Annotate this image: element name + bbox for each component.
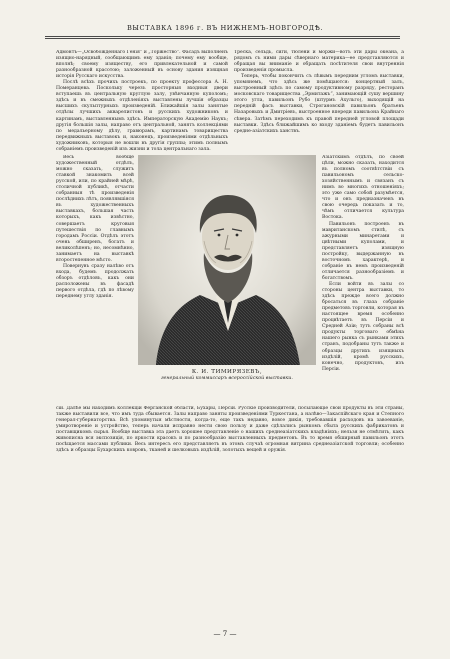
left-column-narrow [56, 155, 134, 405]
portrait-caption [138, 369, 316, 381]
paragraph: сіи. Далѣе мы находимъ коллекціи Ферганской области, Бухары, Персіи. Русскіе производители, посылающіе свои продукты въ эти страны, также выставили все, что имъ туда сбывается. Залы направо заняты произведеніями Туркестана, а налѣво—Закаспійскаго края и Степного генерал-губернаторства. Всѣ упомянутыя мѣстности, когда-то, еще такъ недавно, вовсе дикія, требовавшія расходовъ на завоеваніе, умиротвореніе и устройство, теперь начали исправно нести свою пользу и даже сдѣлались рынкомъ сбыта русскихъ фабрикатовъ и поставщикомъ сырья. Вообще выставка эта даетъ хорошее представленіе о нашихъ среднеазіатскихъ владѣніяхъ; нельзя не отмѣтить, какъ живописна вся экспозиція, по яркости красокъ и по разнообразію выставленныхъ предметовъ. Въ то время обширный павильонъ этотъ посѣщается массами публики. Весь интересъ его представляетъ въ этомъ случаѣ огромная витрина среднеазіатской торговли; особенно здѣсь и образцы Бухарскихъ ковровъ, тканей и шелковыхъ издѣлій, золотыхъ вещей и оружія. [56, 406, 404, 454]
paragraph: Если войти въ залы со стороны центра выставки, то здѣсь прежде всего должно бросаться въ глаза собраніе предметовъ торговли, которая въ настоящее время особенно процвѣтаетъ въ Персіи и Средней Азіи; тутъ собраны всѣ продукты торговаго обмѣна нашего рынка съ рынками этихъ странъ, подобраны тутъ также и образцы другихъ изящныхъ издѣлій, кромѣ русскихъ, конечно, продуктовъ, изъ Персіи. [322, 281, 404, 372]
paragraph: Весь вообще художественный отдѣлъ, можно сказать, служитъ ставкой знакомить всей русской, или, по крайней мѣрѣ, столичной публикѣ, отчасти собранныя тѣ произведенія послѣднихъ лѣтъ, появлявшіяся въ художественныхъ выставкахъ, большая часть которыхъ, какъ извѣстно, совершаетъ круговыя путешествія по главнымъ городамъ Россіи. Отдѣлъ этотъ очень обширенъ, богатъ и великолѣпенъ; но, несомнѣнно, занимаетъ на выставкѣ второстепенное мѣсто. [56, 155, 134, 263]
paragraph: Теперь, чтобы покончить съ лѣвымъ передним угломъ выставки, упомянемъ, что здѣсь же помѣщаются: концертный залъ, выстроенный здѣсь по самому продуктивному разряду, ресторанъ московскаго товарищества „Эрмитажъ“, занимающій сушу вершину этого угла, павильонъ Рубо (штурмъ Ахульго), выходящій на передній фасъ выставки, Строгановскій павильонъ братьевъ Назаровыхъ и Дмитріевъ, выстроенное впереди павильона Крайнаго сѣвера. Затѣмъ переходимъ къ правой передней угловой площади выставки. Здѣсь ближайшимъ ко входу зданіемъ будетъ павильонъ средне-азіатскихъ ханствъ. [234, 74, 404, 134]
caption-name: К. И. ТИМИРЯЗЕВЪ, [191, 369, 263, 375]
paragraph: Адмонтъ—„Освобожденнаго Генія“ и „Торжество“. Фасадъ выполненъ изящно-нарядный, сообщающимъ ему зданія; почему ему вообще, вполнѣ; своему изяществу, его привлекательной и самой разнообразной красотою; заложенный въ основу здания изящная исторія Русскаго искусства. [56, 50, 228, 80]
portrait-figure [138, 155, 316, 397]
header-rule-thin [45, 38, 400, 39]
paragraph: Треска, сельдь, сиги, тюлени и моржи—вотъ эти дары океана, а рядомъ съ ними дары сѣвернаго материка—ее представляются и обращая вы вниманіе и обращать посѣтителя свои внутреннія произведенія промысла. [234, 50, 404, 74]
portrait-engraving [138, 155, 316, 365]
page-number: — 7 — [213, 630, 237, 638]
paragraph: Павильонъ построенъ въ мавританскомъ стилѣ, съ ажурными минаретами и цвѣтными куполами, и представляетъ изящную постройку, выдержанную въ восточномъ характерѣ, и собраніе въ немъ произведеній отличается разнообразіемъ и богатствомъ. [322, 221, 404, 281]
paragraph: Азіатскимъ отдѣлъ, по своей цѣли, можно сказать, находится въ полномъ соотвѣтствіи съ павильономъ сельско-хозяйственнымъ и связанъ съ нимъ во многихъ отношеніяхъ; это уже само собой разумѣется, что и онъ предназначенъ въ свою очередь показать и то, чѣмъ отличается культура Востока. [322, 155, 404, 221]
header-rule [45, 36, 400, 37]
paragraph: Повернувъ сразу налѣво отъ входа, будемъ продолжать обзоръ отдѣловъ, какъ они расположены въ фасадѣ первого отдѣла, гдѣ по лѣвому переднему углу зданія. [56, 263, 134, 300]
paragraph: Послѣ всѣхъ прочихъ построекъ, по проекту профессора А. Н. Померанцева. Поскольку черезъ просторныя входныя двери вступаешь въ центральную круглую залу, увѣнчанную куполомъ; здѣсь и въ смежныхъ отдѣленіяхъ выставлены лучшія образцы высшихъ скульптурныхъ произведеній. Ближайшія залы занятые отдѣлы лучшихъ акварелистовъ и русскихъ художниковъ и картинамъ, выставленнымъ здѣсь. Императорскую Академію Наукъ; другія большія залы, направо отъ центральной, занятъ коллекціями по медальерному дѣлу, гравюрамъ, картинамъ товарищества передвижныхъ выставокъ и, наконецъ, произведеніями отдѣльныхъ художниковъ, которыя не вошли въ другія группы; этимъ полнымъ собраніемъ произведеній изъ жизни и тола центральнаго зала. [56, 80, 228, 152]
left-column-top [56, 50, 228, 154]
right-column-narrow [322, 155, 404, 405]
caption-role: генеральный коммиссаръ всероссійской выставки. [161, 376, 293, 381]
right-column-top [234, 50, 404, 154]
bottom-text [56, 406, 404, 624]
running-header: ВЫСТАВКА 1896 г. ВЪ НИЖНЕМЪ-НОВГОРОДѢ. [126, 24, 324, 32]
